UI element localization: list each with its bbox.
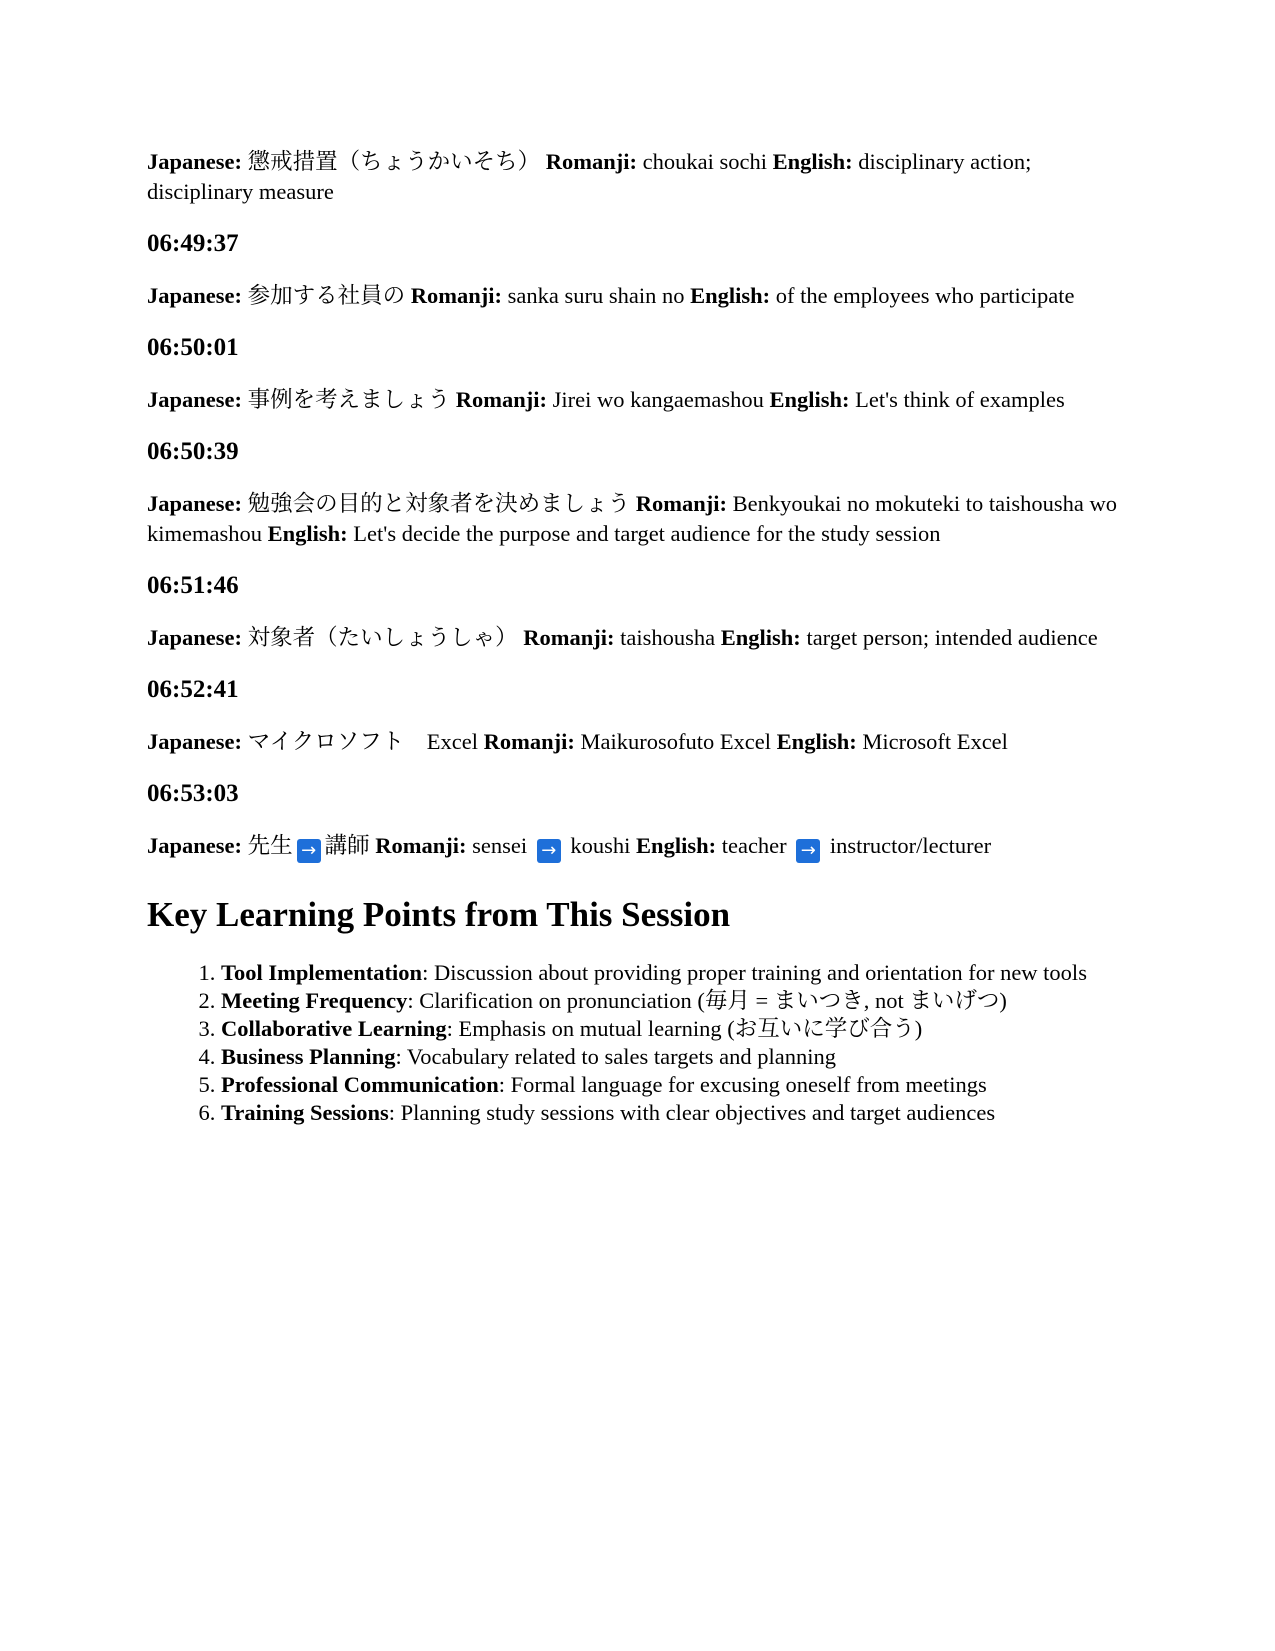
romanji-label: Romanji: xyxy=(375,833,467,858)
timestamp-heading: 06:51:46 xyxy=(147,572,239,599)
vocab-entry xyxy=(147,281,1127,311)
vocab-entry xyxy=(147,385,1127,415)
english-text: of the employees who participate xyxy=(775,283,1075,308)
timestamp-heading: 06:53:03 xyxy=(147,780,239,807)
english-text: disciplinary action; disciplinary measure xyxy=(147,149,1032,204)
romanji-text: koushi xyxy=(570,833,631,858)
japanese-label: Japanese: xyxy=(147,833,242,858)
romanji-label: Romanji: xyxy=(483,729,575,754)
romanji-text: Jirei wo kangaemashou xyxy=(552,387,764,412)
japanese-text: マイクロソフト Excel xyxy=(247,729,478,754)
point-text: : Vocabulary related to sales targets and planning xyxy=(395,1044,836,1069)
list-item xyxy=(221,1071,1127,1099)
timestamp-heading: 06:50:39 xyxy=(147,438,239,465)
japanese-text: 事例を考えましょう xyxy=(247,387,451,412)
document-page xyxy=(147,147,1127,1127)
list-item xyxy=(221,959,1127,987)
point-term: Professional Communication xyxy=(221,1072,499,1097)
timestamp-heading: 06:49:37 xyxy=(147,230,239,257)
english-label: English: xyxy=(636,833,717,858)
timestamp-heading: 06:52:41 xyxy=(147,676,239,703)
timestamp-heading: 06:50:01 xyxy=(147,334,239,361)
romanji-label: Romanji: xyxy=(410,283,503,308)
english-label: English: xyxy=(690,283,771,308)
english-text: Microsoft Excel xyxy=(862,729,1008,754)
point-term: Tool Implementation xyxy=(221,960,423,985)
point-text: : Discussion about providing proper training and orientation for new tools xyxy=(422,960,1087,985)
vocab-entry xyxy=(147,147,1127,207)
english-text: target person; intended audience xyxy=(806,625,1098,650)
english-label: English: xyxy=(720,625,801,650)
japanese-text: 勉強会の目的と対象者を決めましょう xyxy=(247,491,631,516)
english-label: English: xyxy=(769,387,850,412)
japanese-label: Japanese: xyxy=(147,729,242,754)
vocab-entry xyxy=(147,623,1127,653)
romanji-text: Benkyoukai no mokuteki to taishousha wo kimemashou xyxy=(147,491,1117,546)
english-label: English: xyxy=(772,149,853,174)
english-text: teacher xyxy=(721,833,787,858)
english-label: English: xyxy=(267,521,348,546)
english-text: instructor/lecturer xyxy=(829,833,992,858)
english-text: Let's think of examples xyxy=(855,387,1065,412)
right-arrow-icon: → xyxy=(297,839,321,863)
point-text: : Clarification on pronunciation (毎月 = まいつき, not まいげつ) xyxy=(407,988,1007,1013)
point-text: : Planning study sessions with clear objectives and target audiences xyxy=(388,1100,996,1125)
vocab-entry xyxy=(147,489,1127,549)
right-arrow-icon: → xyxy=(537,839,561,863)
romanji-label: Romanji: xyxy=(545,149,638,174)
romanji-text: sensei xyxy=(472,833,528,858)
romanji-text: choukai sochi xyxy=(642,149,767,174)
point-term: Training Sessions xyxy=(221,1100,389,1125)
japanese-label: Japanese: xyxy=(147,387,242,412)
list-item xyxy=(221,1099,1127,1127)
romanji-text: Maikurosofuto Excel xyxy=(580,729,772,754)
romanji-label: Romanji: xyxy=(523,625,615,650)
point-term: Collaborative Learning xyxy=(221,1016,447,1041)
point-text: : Emphasis on mutual learning (お互いに学び合う) xyxy=(446,1016,923,1041)
english-label: English: xyxy=(776,729,857,754)
right-arrow-icon: → xyxy=(796,839,820,863)
learning-points-list xyxy=(147,959,1127,1127)
list-item xyxy=(221,1015,1127,1043)
list-item xyxy=(221,1043,1127,1071)
list-item xyxy=(221,987,1127,1015)
point-term: Meeting Frequency xyxy=(221,988,408,1013)
romanji-text: sanka suru shain no xyxy=(507,283,685,308)
japanese-text: 対象者（たいしょうしゃ） xyxy=(247,625,518,650)
japanese-label: Japanese: xyxy=(147,625,242,650)
romanji-text: taishousha xyxy=(620,625,716,650)
japanese-text: 講師 xyxy=(324,833,370,858)
japanese-label: Japanese: xyxy=(147,283,242,308)
japanese-text: 参加する社員の xyxy=(247,283,406,308)
japanese-label: Japanese: xyxy=(147,149,242,174)
japanese-text: 先生 xyxy=(247,833,293,858)
japanese-text: 懲戒措置（ちょうかいそち） xyxy=(247,149,541,174)
romanji-label: Romanji: xyxy=(455,387,548,412)
vocab-entry xyxy=(147,831,1127,863)
japanese-label: Japanese: xyxy=(147,491,242,516)
romanji-label: Romanji: xyxy=(635,491,728,516)
point-text: : Formal language for excusing oneself from meetings xyxy=(498,1072,987,1097)
english-text: Let's decide the purpose and target audience for the study session xyxy=(353,521,941,546)
point-term: Business Planning xyxy=(221,1044,396,1069)
vocab-entry xyxy=(147,727,1127,757)
section-heading: Key Learning Points from This Session xyxy=(147,895,731,934)
